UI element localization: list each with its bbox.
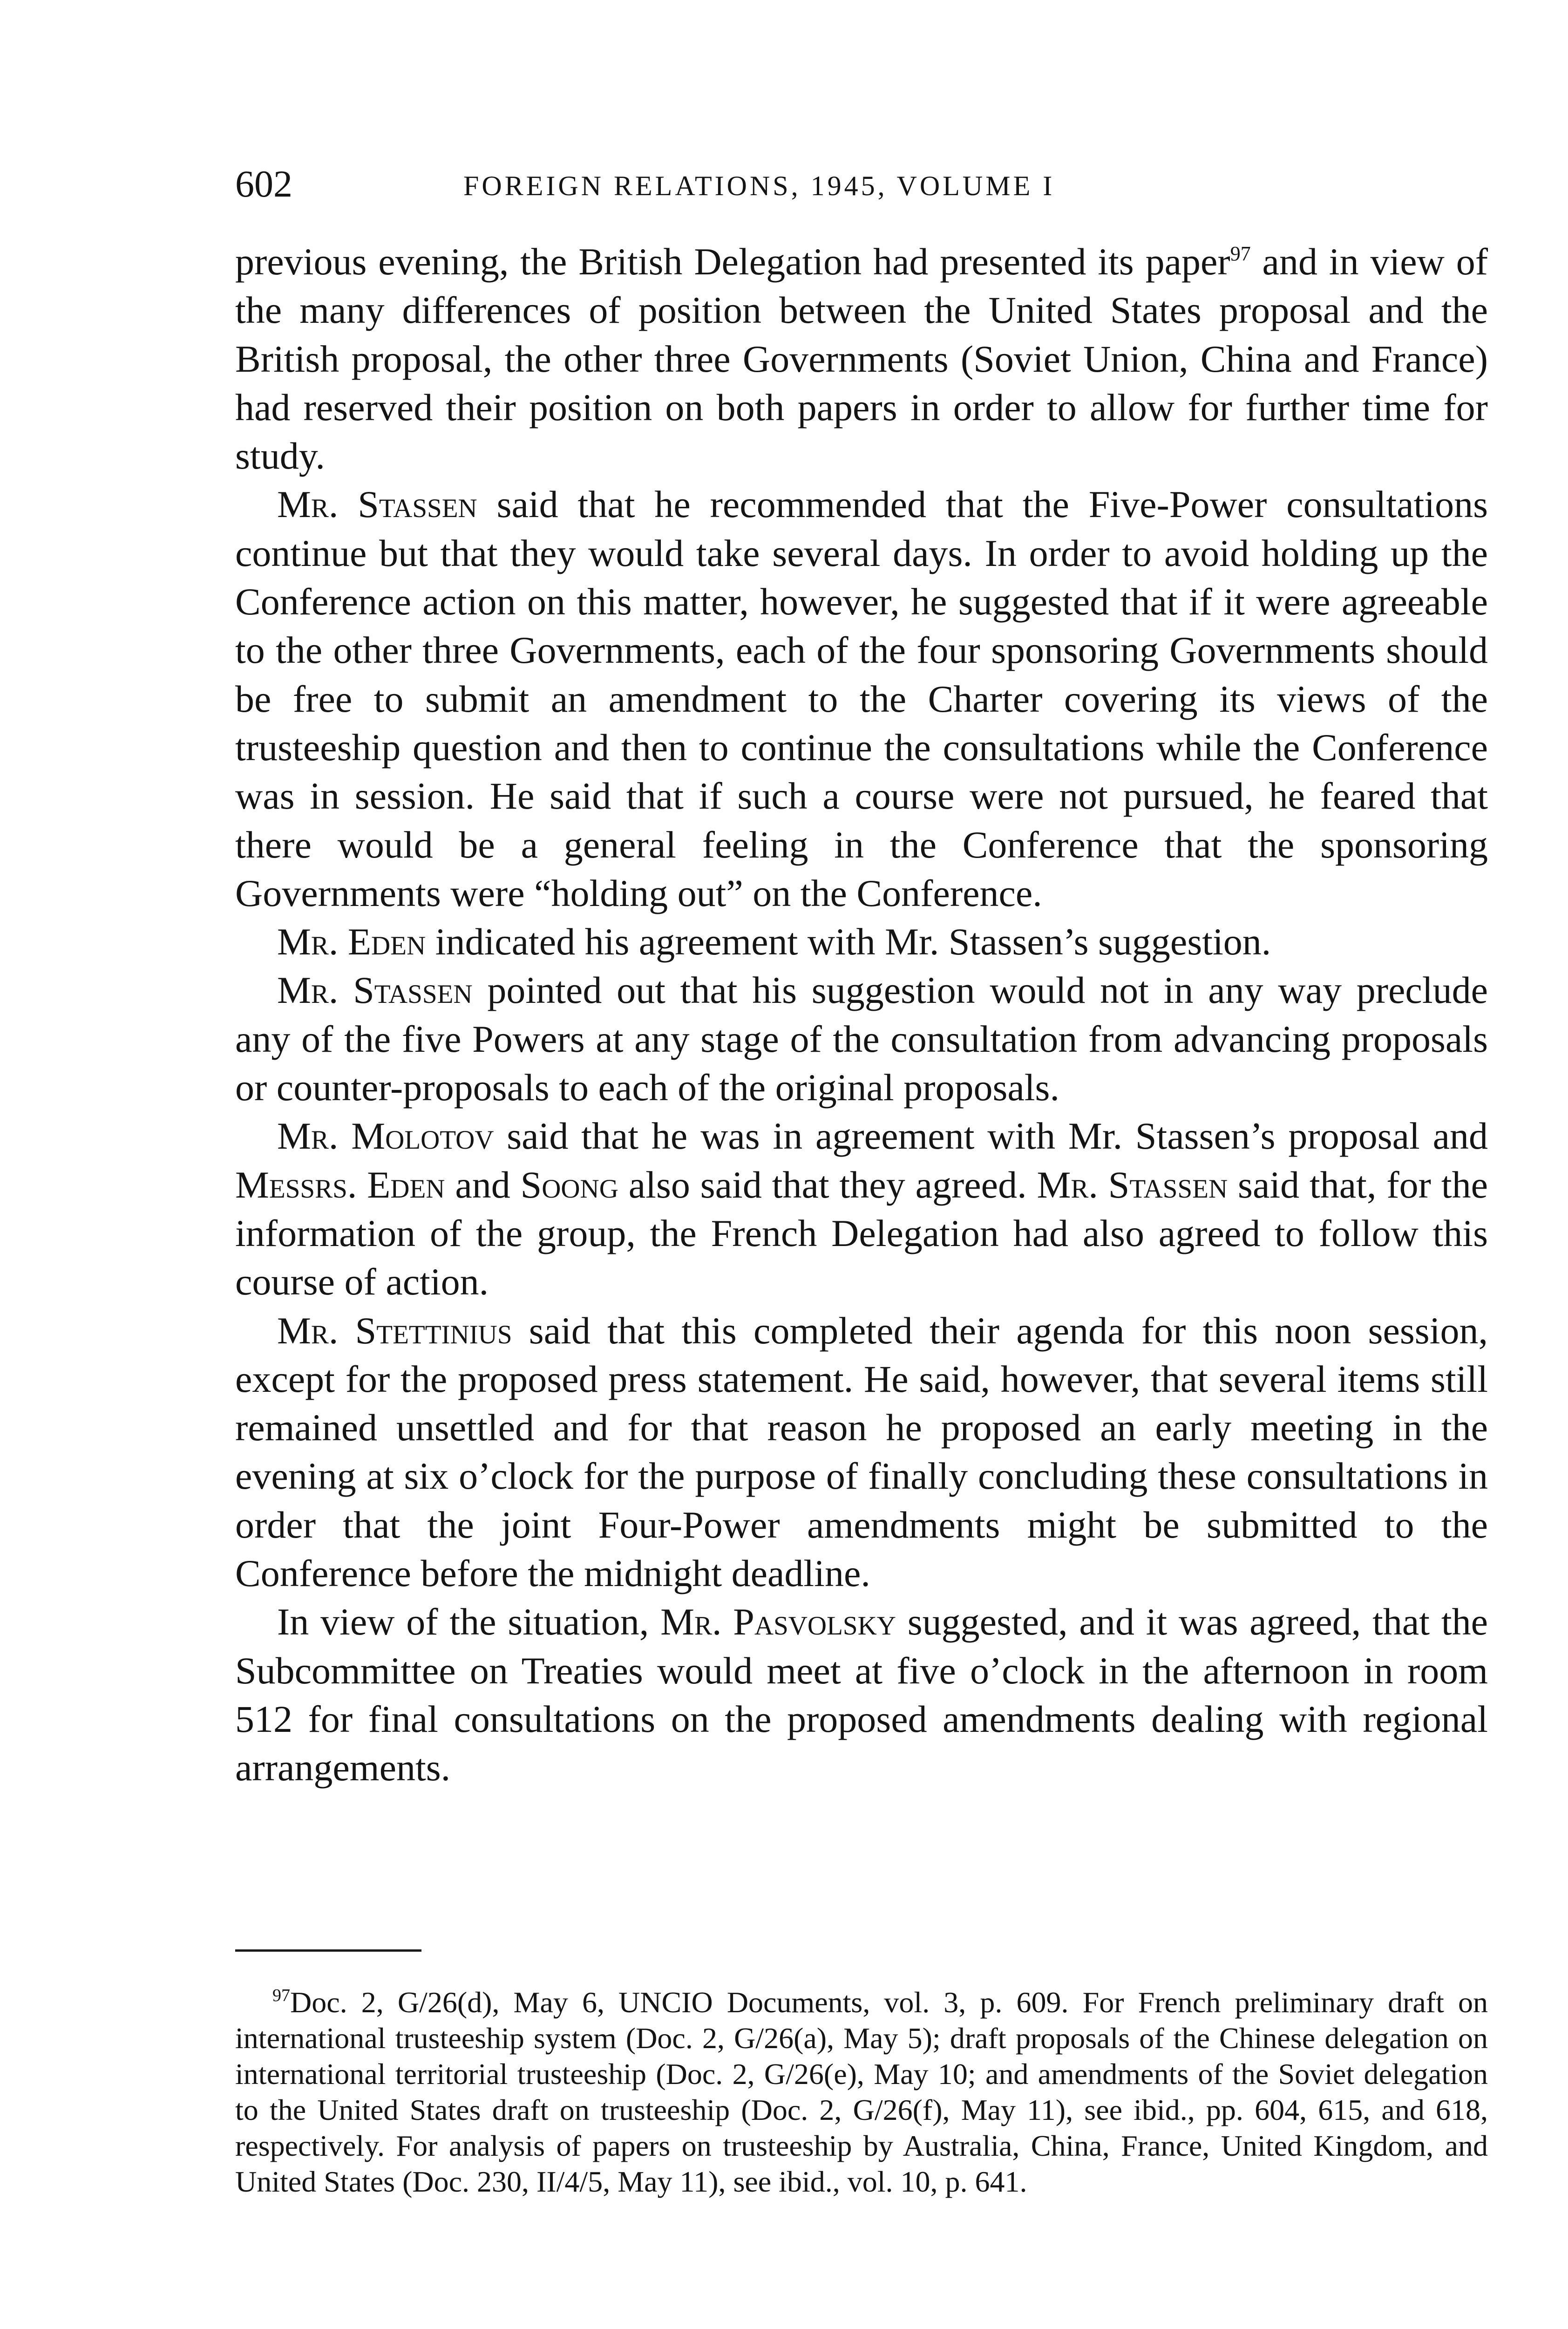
paragraph-text: said that this completed their agenda for this noon session, except for the proposed press statement. He said, however, that several items still remained unsettled and for that reason he proposed an early meeting in the evening at six o’clock for the purpose of finally concluding these consultations in order that the joint Four-Power amendments might be submitted to the Conference before the midnight deadline.	[235, 1309, 1488, 1595]
paragraph-text: suggested, and it was agreed, that the Subcommittee on Treaties would meet at five o’clock in the afternoon in room 512 for final consultations on the proposed amendments dealing with regional arrangements.	[235, 1600, 1488, 1789]
paragraph	[235, 966, 1488, 1112]
paragraph-text: In view of the situation,	[277, 1600, 661, 1643]
paragraph-text: said that he was in agreement with Mr. Stassen’s proposal and	[494, 1115, 1488, 1158]
body-text	[235, 238, 1488, 1792]
paragraph	[235, 1307, 1488, 1598]
paragraph-text: and	[445, 1163, 521, 1206]
paragraph-text: said that, for the information of the group, the French Delegation had also agreed to follow this course of action.	[235, 1163, 1488, 1303]
speaker-name: Mr. Stassen	[277, 969, 473, 1012]
footnote	[235, 1984, 1488, 2200]
footnote-reference: 97	[1230, 242, 1251, 265]
speaker-name: Mr. Molotov	[277, 1115, 494, 1158]
paragraph	[235, 1598, 1488, 1792]
speaker-name: Messrs. Eden	[235, 1163, 445, 1206]
speaker-name: Mr. Stassen	[277, 483, 477, 526]
speaker-name: Soong	[520, 1163, 618, 1206]
paragraph	[235, 238, 1488, 480]
running-title: FOREIGN RELATIONS, 1945, VOLUME I	[463, 170, 1055, 201]
paragraph-text: and in view of the many differences of position between the United States proposal and the British proposal, the other three Governments (Soviet Union, China and France) had reserved their position on both papers in order to allow for further time for study.	[235, 240, 1488, 477]
speaker-name: Mr. Stassen	[1037, 1163, 1228, 1206]
paragraph-text: previous evening, the British Delegation had presented its paper	[235, 240, 1230, 283]
running-head	[235, 158, 1493, 210]
speaker-name: Mr. Stettinius	[277, 1309, 512, 1352]
footnote-rule	[235, 1949, 421, 1952]
footnote-marker: 97	[272, 1986, 290, 2005]
paragraph-text: said that he recommended that the Five-Power consultations continue but that they would take several days. In order to avoid holding up the Conference action on this matter, however, he suggested that if it were agreeable to the other three Governments, each of the four sponsoring Governments should be free to submit an amendment to the Charter covering its views of the trusteeship question and then to continue the consultations while the Conference was in session. He said that if such a course were not pursued, he feared that there would be a general feeling in the Conference that the sponsoring Governments were “holding out” on the Conference.	[235, 483, 1488, 914]
page-number: 602	[235, 163, 292, 205]
paragraph	[235, 918, 1488, 966]
paragraph	[235, 480, 1488, 918]
speaker-name: Mr. Eden	[277, 920, 426, 963]
paragraph-text: also said that they agreed.	[618, 1163, 1037, 1206]
paragraph-text: pointed out that his suggestion would not in any way preclude any of the five Powers at any stage of the consultation from advancing proposals or counter-proposals to each of the original proposals.	[235, 969, 1488, 1109]
paragraph	[235, 1112, 1488, 1306]
paragraph-text: indicated his agreement with Mr. Stassen’s suggestion.	[426, 920, 1271, 963]
speaker-name: Mr. Pasvolsky	[660, 1600, 896, 1643]
footnote-text: Doc. 2, G/26(d), May 6, UNCIO Documents, vol. 3, p. 609. For French preliminary draft on international trusteeship system (Doc. 2, G/26(a), May 5); draft proposals of the Chinese delegation on international territorial trusteeship (Doc. 2, G/26(e), May 10; and amendments of the Soviet delegation to the United States draft on trusteeship (Doc. 2, G/26(f), May 11), see ibid., pp. 604, 615, and 618, respectively. For analysis of papers on trusteeship by Australia, China, France, United Kingdom, and United States (Doc. 230, II/4/5, May 11), see ibid., vol. 10, p. 641.	[235, 1986, 1488, 2198]
